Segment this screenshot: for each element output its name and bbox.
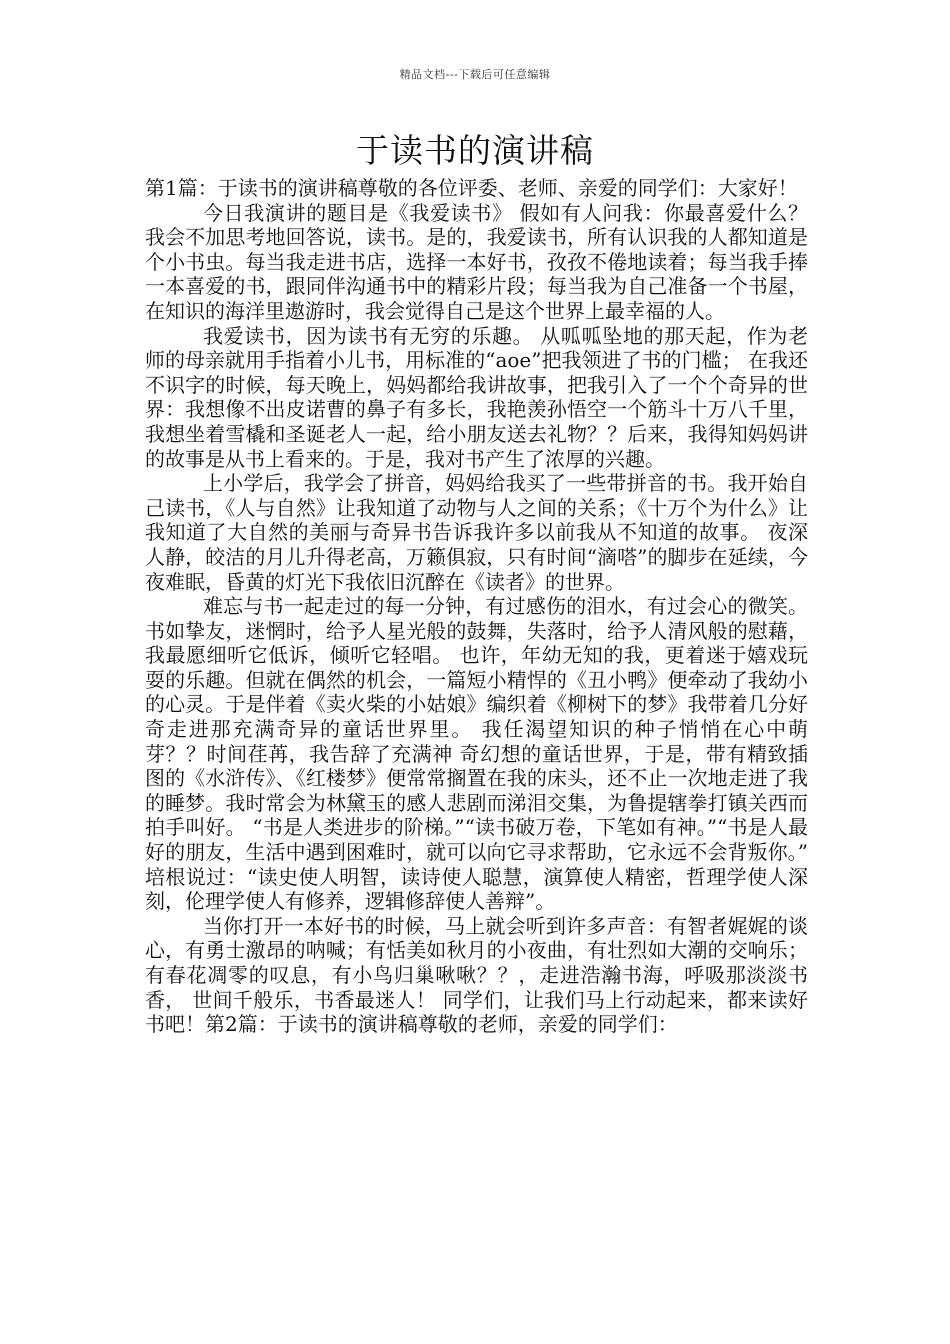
paragraph: 今日我演讲的题目是《我爱读书》 假如有人问我：你最喜爱什么？我会不加思考地回答说，读书。是的，我爱读书，所有认识我的人都知道是个小书虫。每当我走进书店，选择一本好书，孜孜不倦地读着；每当我手捧一本喜爱的书，跟同伴沟通书中的精彩片段；每当我为自己准备一个书屋，在知识的海洋里遨游时，我会觉得自己是这个世界上最幸福的人。 xyxy=(145,200,808,323)
paragraph-intro: 第1篇：于读书的演讲稿尊敬的各位评委、老师、亲爱的同学们：大家好！ xyxy=(145,176,798,200)
paragraph: 上小学后，我学会了拼音，妈妈给我买了一些带拼音的书。我开始自己读书，《人与自然》让我知道了动物与人之间的关系；《十万个为什么》让我知道了大自然的美丽与奇异书告诉我许多以前我从不知道的故事。 夜深人静，皎洁的月儿升得老高，万籁俱寂，只有时间“滴嗒”的脚步在延续，今夜难眠，昏黄的灯光下我依旧沉醉在《读者》的世界。 xyxy=(145,471,808,594)
paragraph: 我爱读书，因为读书有无穷的乐趣。 从呱呱坠地的那天起，作为老师的母亲就用手指着小儿书，用标准的“aoe”把我领进了书的门槛； 在我还不识字的时候，每天晚上，妈妈都给我讲故事，把我引入了一个个奇异的世界：我想像不出皮诺曹的鼻子有多长，我艳羡孙悟空一个筋斗十万八千里，我想坐着雪橇和圣诞老人一起，给小朋友送去礼物？？后来，我得知妈妈讲的故事是从书上看来的。于是，我对书产生了浓厚的兴趣。 xyxy=(145,323,808,471)
document-title: 于读书的演讲稿 xyxy=(356,131,594,170)
paragraph: 难忘与书一起走过的每一分钟，有过感伤的泪水，有过会心的微笑。书如挚友，迷惘时，给予人星光般的鼓舞，失落时，给予人清风般的慰藉，我最愿细听它低诉，倾听它轻唱。 也许，年幼无知的我，更着迷于嬉戏玩耍的乐趣。但就在偶然的机会，一篇短小精悍的《丑小鸭》便牵动了我幼小的心灵。于是伴着《卖火柴的小姑娘》编织着《柳树下的梦》我带着几分好奇走进那充满奇异的童话世界里。 我任渴望知识的种子悄悄在心中萌芽？？时间荏苒，我告辞了充满神 奇幻想的童话世界，于是，带有精致插图的《水浒传》、《红楼梦》便常常搁置在我的床头，还不止一次地走进了我的睡梦。我时常会为林黛玉的感人悲剧而涕泪交集，为鲁提辖拳打镇关西而拍手叫好。 “书是人类进步的阶梯。”“读书破万卷，下笔如有神。”“书是人最好的朋友，生活中遇到困难时，就可以向它寻求帮助，它永远不会背叛你。” 培根说过：“读史使人明智，读诗使人聪慧，演算使人精密，哲理学使人深刻，伦理学使人有修养，逻辑修辞使人善辩”。 xyxy=(145,594,808,914)
page-header: 精品文档---下载后可任意编辑 xyxy=(399,68,551,81)
paragraph: 当你打开一本好书的时候，马上就会听到许多声音：有智者娓娓的谈心，有勇士激昂的呐喊；有恬美如秋月的小夜曲，有壮烈如大潮的交响乐；有春花凋零的叹息，有小鸟归巢啾啾？？，走进浩瀚书海，呼吸那淡淡书香， 世间千般乐，书香最迷人！ 同学们，让我们马上行动起来，都来读好书吧！第2篇：于读书的演讲稿尊敬的老师，亲爱的同学们： xyxy=(145,913,808,1037)
document-body xyxy=(145,176,808,1037)
